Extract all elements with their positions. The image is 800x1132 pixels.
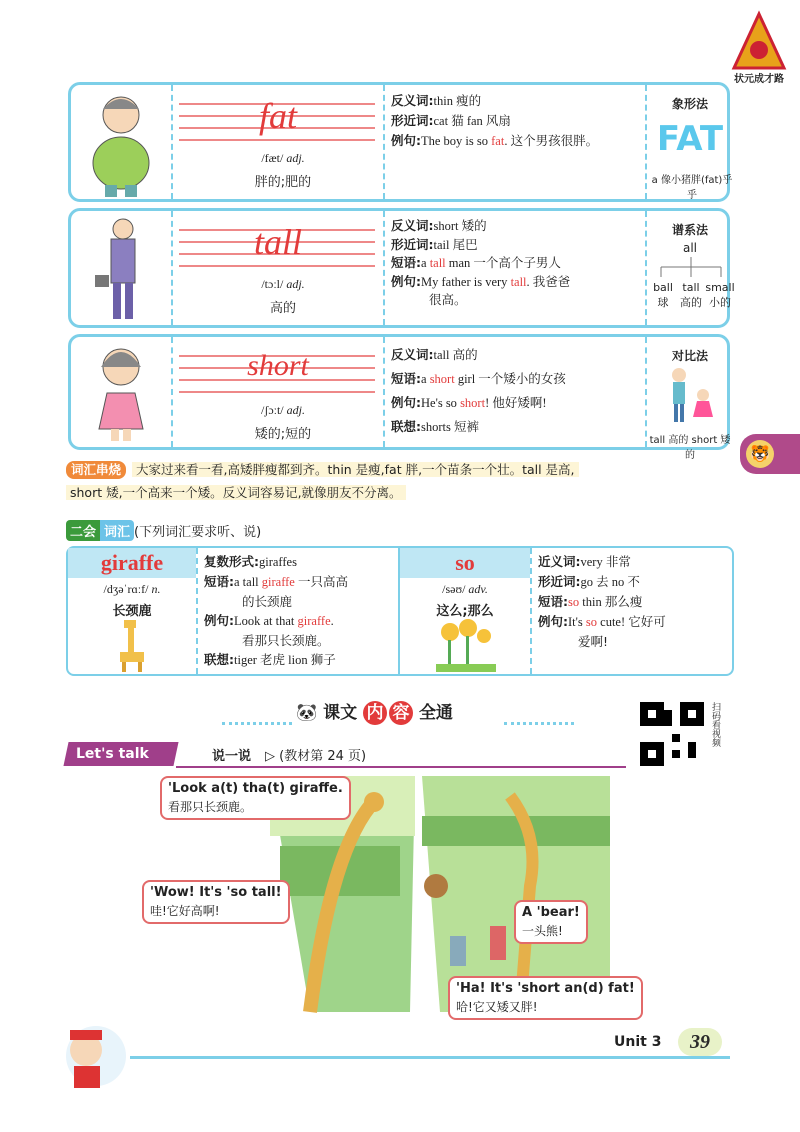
row: 例句:The boy is so fat. 这个男孩很胖。 [391, 133, 599, 148]
headword: short [247, 349, 309, 382]
row: 形近词:tail 尾巴 [391, 236, 478, 252]
part-of-speech: adj. [286, 277, 305, 291]
part-of-speech: adj. [286, 151, 305, 165]
row: 例句:Look at that giraffe. [204, 613, 334, 628]
row: 短语:a tall giraffe 一只高高 [204, 574, 348, 589]
row: 反义词:short 矮的 [391, 218, 487, 233]
row: 很高。 [429, 293, 467, 307]
meaning: 矮的;短的 [254, 427, 312, 442]
row: 联想:tiger 老虎 lion 狮子 [204, 652, 336, 667]
unit-label: Unit 3 [614, 1034, 662, 1050]
tree-leaf: ball [653, 281, 673, 294]
row: 短语:a tall man 一个高个子男人 [391, 255, 561, 270]
row: 形近词:go 去 no 不 [538, 574, 640, 589]
tiger-icon: 🐯 [746, 440, 774, 468]
vocab-card-fat [68, 82, 733, 202]
comic-illustration [150, 776, 635, 1014]
mascot-illustration [56, 1016, 130, 1092]
row: 形近词:cat 猫 fan 风扇 [391, 113, 511, 128]
meaning: 胖的;肥的 [254, 175, 312, 190]
row: 联想:shorts 短裤 [391, 419, 479, 434]
speech-bubble-4: 'Ha! It's 'short an(d) fat! 哈!它又矮又胖! [448, 976, 643, 1020]
entry-giraffe: giraffe /dʒəˈrɑːf/ n. 长颈鹿 [68, 548, 198, 674]
row: 反义词:tall 高的 [391, 347, 478, 362]
row: 爱啊! [578, 634, 609, 649]
speech-bubble-2: 'Wow! It's 'so tall! 哇!它好高啊! [142, 880, 290, 924]
qr-caption: 扫码看视频 [710, 702, 720, 747]
vocab-card-tall: tall /tɔːl/ adj. 高的 反义词:short 矮的 形近词:tail 尾巴 短语:a tall man 一个高个子男人 例句:My father is very tall. 我爸爸 很高。 谱系法 all ball 球 tall 高的 small 小的 [68, 208, 730, 328]
row: 复数形式:giraffes [204, 554, 297, 569]
row: 反义词:thin 瘦的 [391, 93, 482, 108]
panda-icon: 🐼 [296, 703, 318, 723]
meaning: 高的 [269, 301, 296, 316]
fat-picture: FAT [656, 119, 724, 159]
page-number: 39 [678, 1028, 722, 1056]
logo-text: 状元成才路 [734, 74, 784, 85]
speech-bubble-1: 'Look a(t) tha(t) giraffe. 看那只长颈鹿。 [160, 776, 351, 820]
phonetic: /tɔːl/ [261, 277, 284, 291]
section-title: 🐼 课文 内 容 全通 [296, 703, 453, 723]
headword: fat [258, 96, 297, 136]
side-tab [740, 434, 800, 474]
lets-talk-tab: Let's talk [63, 742, 178, 766]
method-caption: a 像小猪胖(fat)乎乎 [651, 175, 733, 201]
girl-illustration [71, 337, 171, 447]
vocab-card-short [68, 334, 731, 461]
secondary-vocab-header: 二会 词汇 (下列词汇要求听、说) [66, 520, 261, 541]
phonetic: /fæt/ [261, 151, 284, 165]
row: 短语:a short girl 一个矮小的女孩 [391, 371, 566, 386]
phonetic: /ʃɔːt/ [260, 403, 284, 417]
method-caption: tall 高的 short 矮的 [649, 435, 731, 461]
headword: giraffe [100, 550, 164, 575]
flowers-illustration [436, 618, 496, 674]
tree-root: all [682, 241, 698, 255]
vocab-chant: 词汇串烧 大家过来看一看,高矮胖瘦都到齐。thin 是瘦,fat 胖,一个苗条一个壮。tall 是高, short 矮,一个高来一个矮。反义词容易记,就像朋友不分离。 [66, 458, 734, 504]
method-title: 象形法 [671, 97, 708, 111]
row: 的长颈鹿 [242, 594, 293, 609]
part-of-speech: adj. [286, 403, 305, 417]
tree-leaf: tall [682, 281, 700, 294]
lets-talk-title: 说一说 ▷ (教材第 24 页) [212, 749, 367, 764]
method-title: 谱系法 [671, 223, 708, 237]
tree-leaf: small [705, 281, 735, 294]
headword: so [455, 550, 475, 575]
tall-short-picture [661, 365, 721, 425]
brand-logo [730, 10, 788, 88]
headword: tall [253, 222, 302, 262]
chant-badge: 词汇串烧 [66, 461, 126, 479]
row: 例句:My father is very tall. 我爸爸 [391, 273, 571, 289]
row: 短语:so thin 那么瘦 [538, 594, 643, 609]
play-icon[interactable]: ▷ [265, 749, 276, 764]
row: 例句:It's so cute! 它好可 [538, 614, 666, 629]
secondary-vocab-table [66, 546, 734, 676]
man-illustration [71, 211, 171, 325]
row: 例句:He's so short! 他好矮啊! [391, 395, 547, 410]
qr-code[interactable] [640, 702, 704, 766]
entry-so: so /səʊ/ adv. 这么;那么 [400, 548, 532, 674]
giraffe-illustration [114, 618, 154, 674]
speech-bubble-3: A 'bear! 一头熊! [514, 900, 588, 944]
row: 看那只长颈鹿。 [242, 633, 330, 648]
row: 近义词:very 非常 [538, 554, 631, 569]
method-title: 对比法 [671, 349, 708, 363]
boy-illustration [71, 85, 171, 199]
